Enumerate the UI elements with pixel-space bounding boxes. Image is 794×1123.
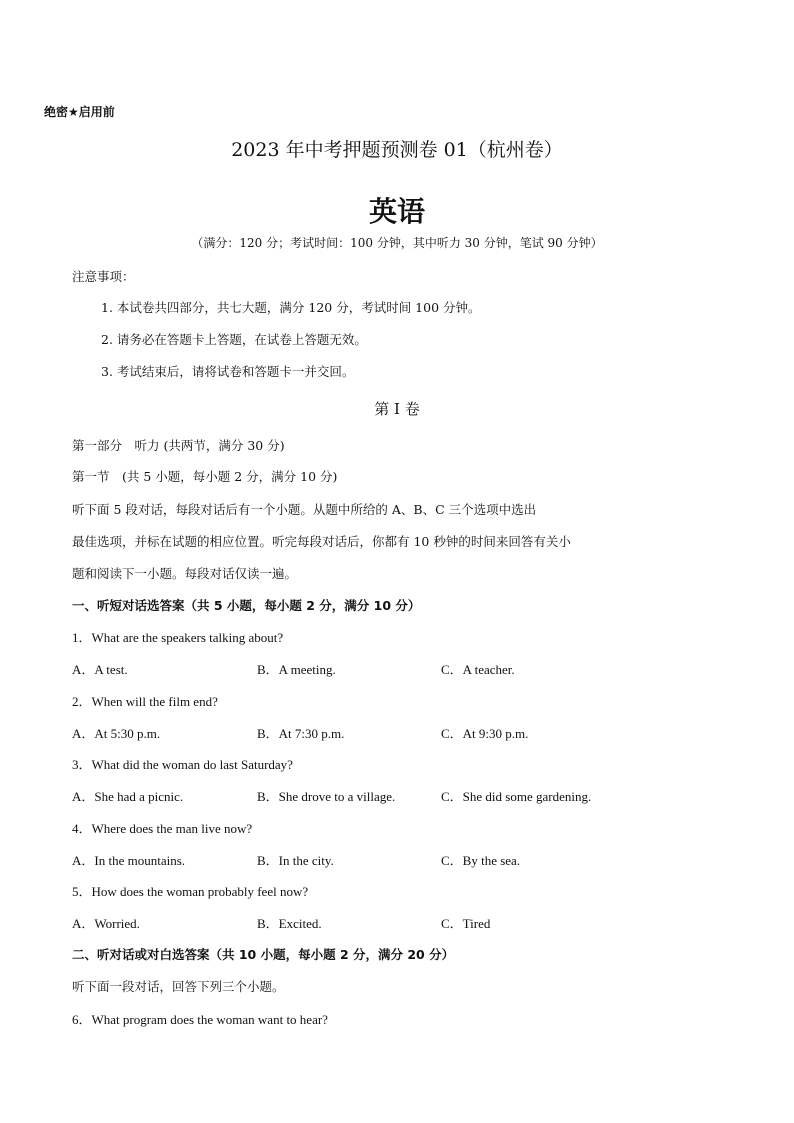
exam-title: 2023 年中考押题预测卷 01（杭州卷）: [231, 139, 563, 161]
question-stem: 2．When will the film end?: [72, 694, 218, 709]
score-info: （满分：120 分；考试时间：100 分钟，其中听力 30 分钟，笔试 90 分钟）: [191, 236, 603, 250]
instruction-line: 听下面 5 段对话，每段对话后有一个小题。从题中所给的 A、B、C 三个选项中选出: [72, 502, 537, 517]
subsection-intro: 听下面一段对话，回答下列三个小题。: [72, 979, 285, 994]
note-item: 2. 请务必在答题卡上答题，在试卷上答题无效。: [101, 332, 367, 347]
note-item: 3. 考试结束后，请将试卷和答题卡一并交回。: [101, 364, 355, 379]
confidential-label: 绝密★启用前: [44, 105, 115, 119]
option-a: A．At 5:30 p.m.: [72, 726, 161, 741]
instruction-line: 题和阅读下一小题。每段对话仅读一遍。: [72, 566, 298, 581]
notes-heading: 注意事项：: [72, 269, 135, 284]
option-b: B．In the city.: [257, 853, 334, 868]
volume-title: 第 I 卷: [374, 400, 420, 418]
option-c: C．She did some gardening.: [441, 789, 592, 804]
option-c: C．A teacher.: [441, 662, 515, 677]
section-title: 第一节 (共 5 小题，每小题 2 分，满分 10 分): [72, 469, 338, 484]
option-b: B．At 7:30 p.m.: [257, 726, 345, 741]
option-c: C．By the sea.: [441, 853, 521, 868]
question-stem: 4．Where does the man live now?: [72, 821, 253, 836]
instruction-line: 最佳选项，并标在试题的相应位置。听完每段对话后，你都有 10 秒钟的时间来回答有关小: [72, 534, 571, 549]
option-c: C．Tired: [441, 916, 491, 931]
note-item: 1. 本试卷共四部分，共七大题，满分 120 分，考试时间 100 分钟。: [101, 300, 481, 315]
subsection-title: 一、听短对话选答案（共 5 小题，每小题 2 分，满分 10 分）: [72, 598, 421, 613]
option-b: B．A meeting.: [257, 662, 336, 677]
option-a: A．A test.: [72, 662, 128, 677]
subsection-title: 二、听对话或对白选答案（共 10 小题，每小题 2 分，满分 20 分）: [72, 947, 455, 962]
option-a: A．In the mountains.: [72, 853, 186, 868]
subject-title: 英语: [368, 195, 425, 228]
question-stem: 3．What did the woman do last Saturday?: [72, 757, 293, 772]
question-stem: 1．What are the speakers talking about?: [72, 630, 284, 645]
question-stem: 6．What program does the woman want to hear?: [72, 1012, 328, 1027]
part-title: 第一部分 听力 (共两节，满分 30 分): [72, 438, 285, 453]
option-c: C．At 9:30 p.m.: [441, 726, 529, 741]
option-b: B．Excited.: [257, 916, 322, 931]
option-a: A．She had a picnic.: [72, 789, 184, 804]
option-b: B．She drove to a village.: [257, 789, 396, 804]
option-a: A．Worried.: [72, 916, 140, 931]
question-stem: 5．How does the woman probably feel now?: [72, 884, 309, 899]
